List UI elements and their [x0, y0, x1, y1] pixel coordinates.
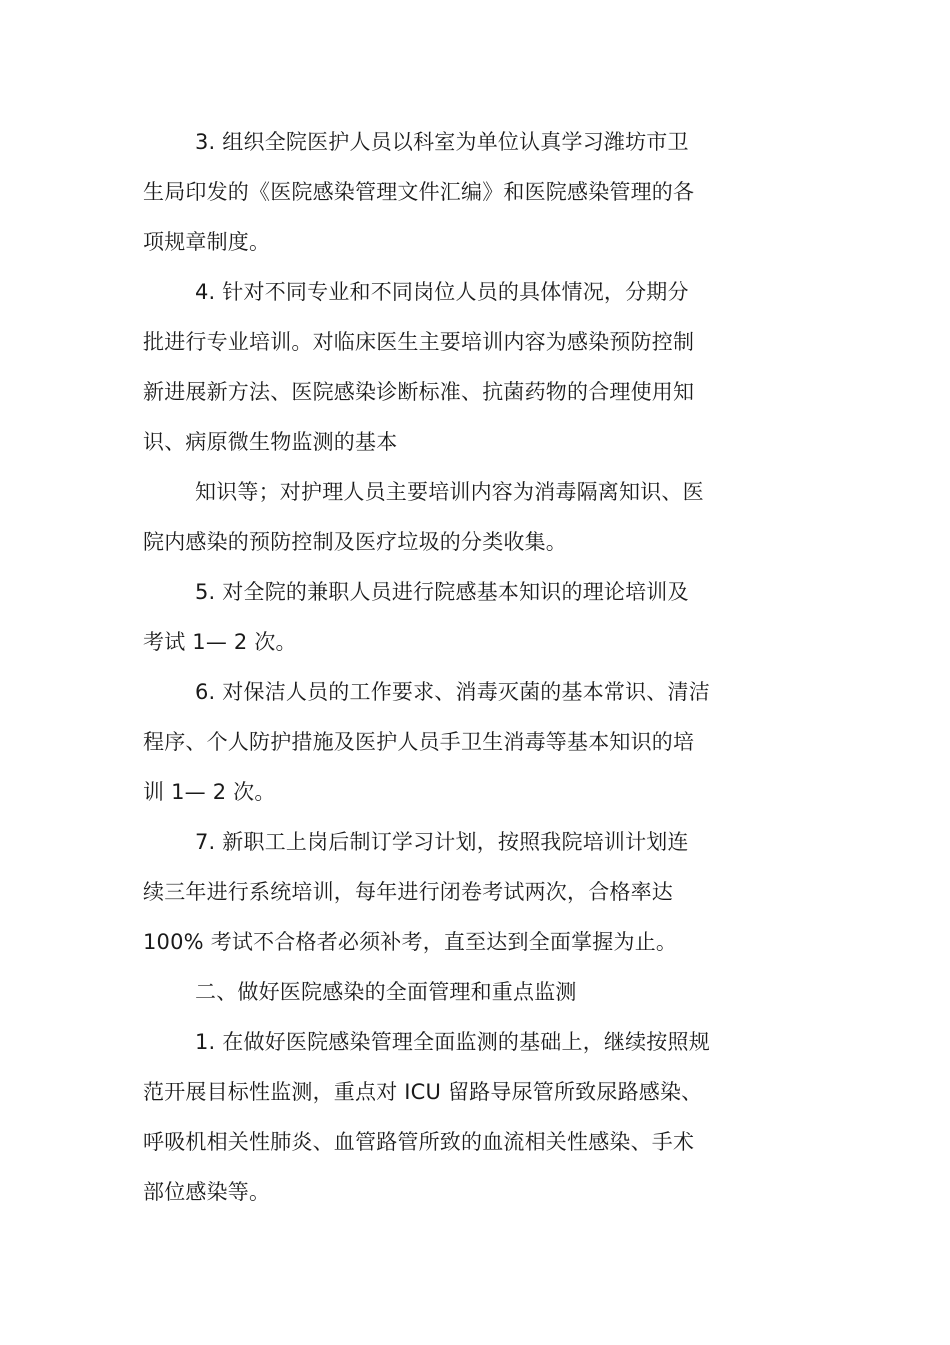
- text-line: 4. 针对不同专业和不同岗位人员的具体情况，分期分: [195, 280, 689, 304]
- text-line: 范开展目标性监测，重点对 ICU 留路导尿管所致尿路感染、: [143, 1080, 703, 1104]
- text-line: 呼吸机相关性肺炎、血管路管所致的血流相关性感染、手术: [143, 1130, 695, 1154]
- text-line: 7. 新职工上岗后制订学习计划，按照我院培训计划连: [195, 830, 689, 854]
- text-line: 程序、个人防护措施及医护人员手卫生消毒等基本知识的培: [143, 730, 695, 754]
- text-line: 考试 1— 2 次。: [143, 630, 297, 654]
- text-line: 院内感染的预防控制及医疗垃圾的分类收集。: [143, 530, 567, 554]
- text-line: 续三年进行系统培训，每年进行闭卷考试两次，合格率达: [143, 880, 673, 904]
- text-line: 1. 在做好医院感染管理全面监测的基础上，继续按照规: [195, 1030, 710, 1054]
- text-line: 知识等；对护理人员主要培训内容为消毒隔离知识、医: [195, 480, 704, 504]
- text-line: 部位感染等。: [143, 1180, 271, 1204]
- text-line: 训 1— 2 次。: [143, 780, 276, 804]
- text-line: 项规章制度。: [143, 230, 271, 254]
- text-line: 5. 对全院的兼职人员进行院感基本知识的理论培训及: [195, 580, 689, 604]
- text-line: 批进行专业培训。对临床医生主要培训内容为感染预防控制: [143, 330, 695, 354]
- text-line: 100% 考试不合格者必须补考，直至达到全面掌握为止。: [143, 930, 678, 954]
- section-heading: 二、做好医院感染的全面管理和重点监测: [195, 980, 577, 1004]
- text-line: 新进展新方法、医院感染诊断标准、抗菌药物的合理使用知: [143, 380, 695, 404]
- text-line: 3. 组织全院医护人员以科室为单位认真学习潍坊市卫: [195, 130, 689, 154]
- text-line: 生局印发的《医院感染管理文件汇编》和医院感染管理的各: [143, 180, 695, 204]
- text-line: 6. 对保洁人员的工作要求、消毒灭菌的基本常识、清洁: [195, 680, 710, 704]
- text-line: 识、病原微生物监测的基本: [143, 430, 398, 454]
